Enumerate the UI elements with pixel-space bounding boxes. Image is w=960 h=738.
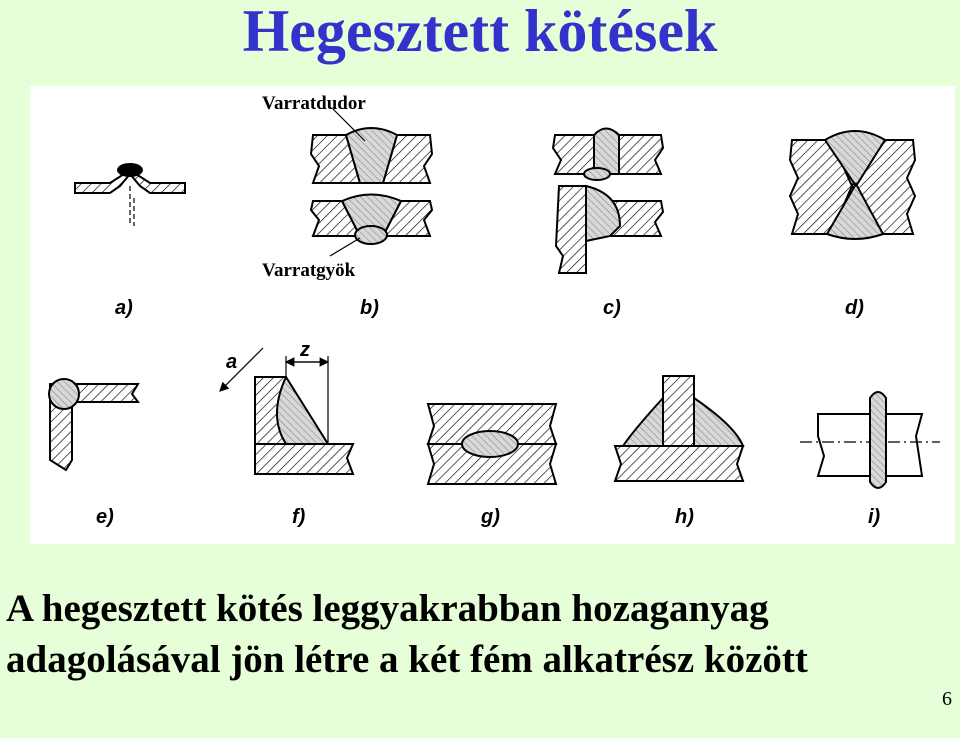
diagram-d-double-v-joint [790, 131, 915, 239]
diagram-a-flange-joint [75, 163, 185, 226]
label-c: c) [603, 297, 621, 319]
diagram-c-joints [553, 129, 663, 274]
label-g: g) [481, 506, 500, 528]
label-e: e) [96, 506, 114, 528]
label-i: i) [868, 506, 881, 528]
dimension-z: z [300, 339, 310, 361]
diagram-i-seam-joint [800, 392, 940, 488]
weld-joints-figure [30, 86, 955, 544]
slide-body-text: A hegesztett kötés leggyakrabban hozaganyag adagolásával jön létre a két fém alkatrész között [6, 587, 808, 681]
label-a: a) [115, 297, 133, 319]
label-h: h) [675, 506, 694, 528]
diagram-f-fillet-joint [220, 339, 353, 474]
label-b: b) [360, 297, 379, 319]
page-number: 6 [942, 688, 952, 710]
diagram-h-double-fillet-joint [615, 376, 743, 481]
slide-title: Hegesztett kötések [242, 0, 718, 64]
diagram-b-butt-joint [262, 93, 432, 281]
dimension-a: a [226, 351, 238, 373]
label-f: f) [292, 506, 306, 528]
callout-varratdudor: Varratdudor [262, 93, 366, 114]
diagram-g-plug-weld [428, 404, 556, 484]
label-d: d) [845, 297, 864, 319]
callout-varratgyok: Varratgyök [262, 260, 356, 281]
diagram-e-corner-joint [49, 379, 138, 470]
